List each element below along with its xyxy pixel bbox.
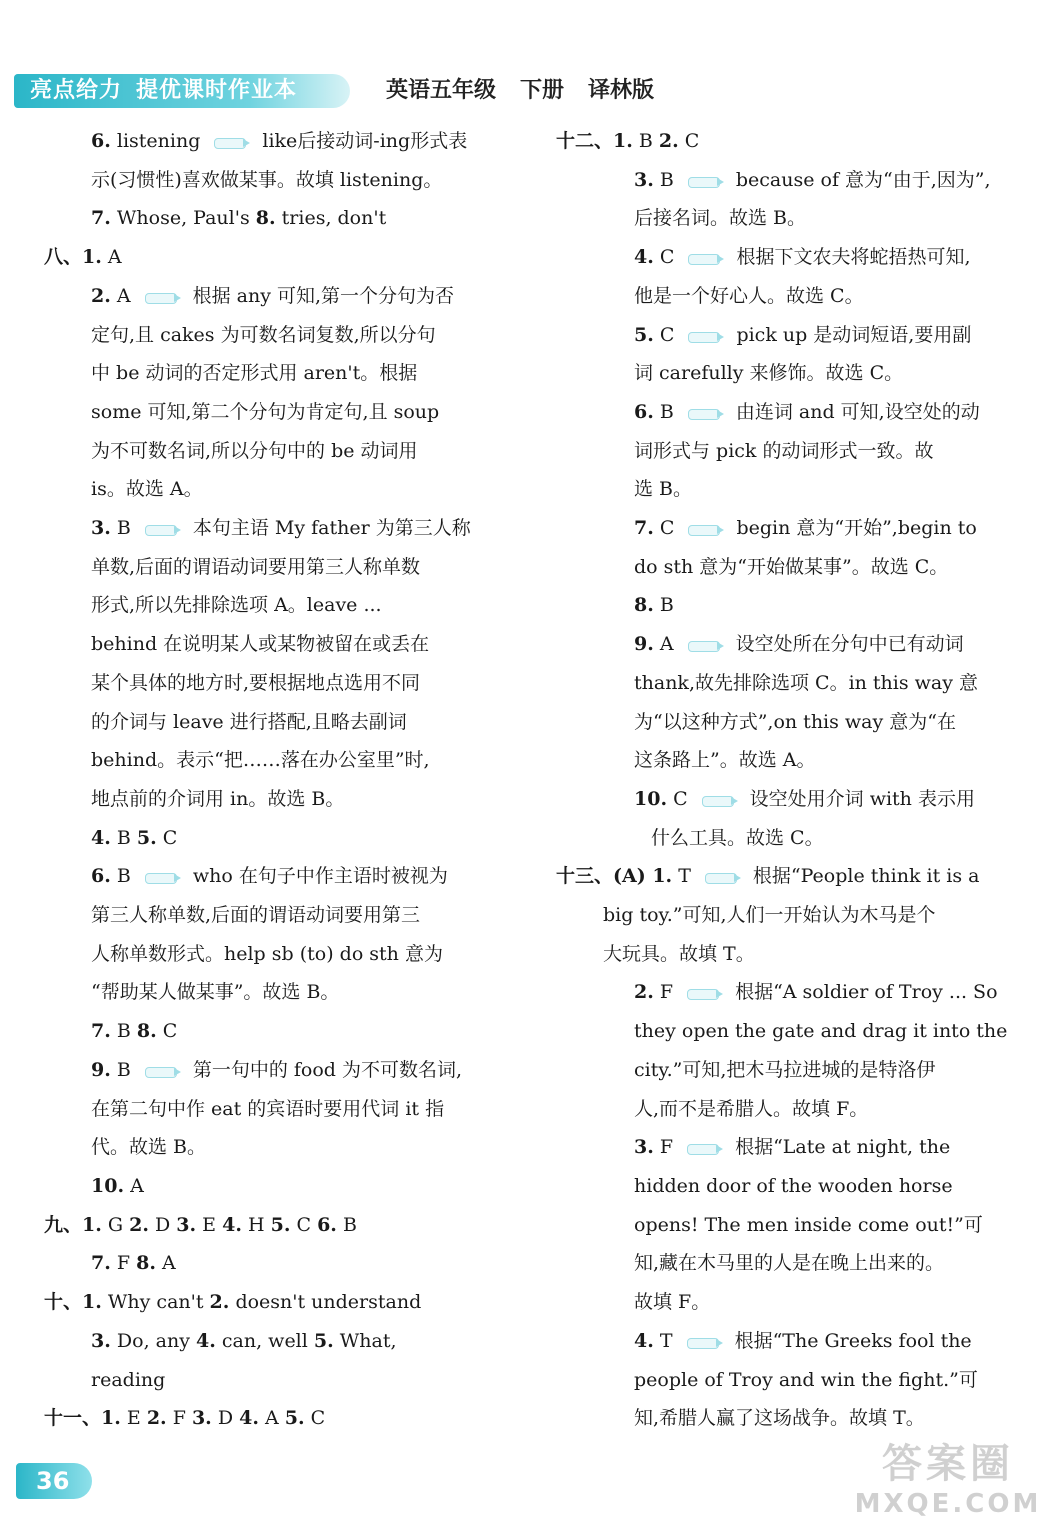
question-number: 4.	[222, 1213, 242, 1236]
answer-text: G	[107, 1213, 130, 1236]
explanation-text: hidden door of the wooden horse	[634, 1174, 953, 1197]
answer-text: B	[638, 130, 653, 152]
answer-text: pick up 是动词短语,要用副	[736, 323, 972, 346]
answer-line	[44, 664, 530, 703]
page-header	[0, 70, 1056, 116]
answer-line	[556, 1244, 1030, 1283]
answer-text: C	[673, 787, 688, 810]
explanation-text: some 可知,第二个分句为肯定句,且 soup	[91, 400, 440, 423]
answer-text: begin 意为“开始”,begin to	[736, 517, 977, 540]
answer-line	[556, 354, 1030, 393]
answer-text: 设空处所在分句中已有动词	[735, 633, 964, 656]
hint-arrow-icon	[214, 134, 252, 150]
answer-text: B	[116, 826, 131, 849]
answer-text: 根据“The Greeks fool the	[734, 1329, 972, 1352]
answer-text: F	[172, 1407, 192, 1430]
explanation-text: opens! The men inside come out!”可	[634, 1213, 983, 1236]
answer-text: 根据“People think it is a	[752, 865, 980, 888]
question-number: 2.	[658, 130, 679, 152]
answer-line	[44, 1206, 530, 1245]
answer-text: C	[659, 323, 675, 346]
answer-line	[556, 1167, 1030, 1206]
answer-text: 根据 any 可知,第一个分句为否	[192, 284, 455, 307]
explanation-text: do sth 意为“开始做某事”。故选 C。	[634, 555, 949, 578]
answer-text: E	[202, 1213, 223, 1236]
explanation-text: 后接名词。故选 B。	[634, 207, 807, 230]
answer-line	[556, 703, 1030, 742]
answer-line	[556, 548, 1030, 587]
answer-line	[44, 586, 530, 625]
answer-line	[44, 161, 530, 200]
book-title	[386, 74, 678, 108]
hint-arrow-icon	[702, 792, 740, 808]
answer-line	[556, 586, 1030, 625]
explanation-text: 在第二句中作 eat 的宾语时要用代词 it 指	[91, 1097, 445, 1120]
answer-text: tries, don't	[281, 207, 387, 230]
answer-line	[556, 741, 1030, 780]
explanation-text: 的介词与 leave 进行搭配,且略去副词	[91, 710, 407, 733]
explanation-text: 代。故选 B。	[91, 1136, 207, 1159]
answer-text: B	[116, 1020, 131, 1043]
explanation-text: people of Troy and win the fight.”可	[634, 1368, 978, 1391]
answer-line	[556, 1361, 1030, 1400]
answer-text: like后接动词-ing形式表	[262, 130, 468, 152]
hint-arrow-icon	[688, 521, 726, 537]
explanation-text: 某个具体的地方时,要根据地点选用不同	[91, 671, 421, 694]
answer-text: can, well	[221, 1329, 308, 1352]
question-number: 8.	[136, 1020, 157, 1043]
book-subject: 英语五年级	[386, 78, 497, 103]
answer-line	[44, 1090, 530, 1129]
question-number: 十二、1.	[556, 130, 633, 152]
question-number: 5.	[313, 1329, 334, 1352]
question-number: 6.	[634, 400, 654, 423]
banner-series-name: 亮点给力	[30, 78, 123, 103]
answer-line	[44, 1399, 530, 1438]
banner-book-name: 提优课时作业本	[136, 78, 298, 103]
hint-arrow-icon	[705, 869, 743, 885]
answer-line	[44, 896, 530, 935]
question-number: 6.	[317, 1213, 337, 1236]
hint-arrow-icon	[145, 521, 183, 537]
question-number: 6.	[91, 130, 111, 152]
answer-line	[44, 935, 530, 974]
answer-column-right	[556, 122, 1030, 1438]
answer-text: 由连词 and 可知,设空处的动	[735, 400, 980, 423]
question-number: 4.	[634, 246, 654, 269]
answer-line	[556, 973, 1030, 1012]
hint-arrow-icon	[145, 869, 183, 885]
answer-text: doesn't understand	[235, 1291, 422, 1314]
answer-text: B	[342, 1213, 357, 1236]
answer-line	[44, 741, 530, 780]
explanation-text: city.”可知,把木马拉进城的是特洛伊	[634, 1058, 936, 1081]
explanation-text: 人,而不是希腊人。故填 F。	[634, 1097, 869, 1120]
answer-text: 根据“Late at night, the	[735, 1136, 951, 1159]
answer-text: C	[684, 130, 700, 152]
answer-line	[44, 1051, 530, 1090]
explanation-text: 为“以这种方式”,on this way 意为“在	[634, 710, 956, 733]
question-number: 6.	[91, 865, 111, 888]
answer-text: F	[116, 1252, 131, 1275]
answer-line	[556, 1206, 1030, 1245]
answer-line	[556, 432, 1030, 471]
answer-text: C	[162, 826, 178, 849]
answer-text: who 在句子中作主语时被视为	[192, 865, 448, 888]
question-number: 3.	[191, 1407, 212, 1430]
explanation-text: 知,希腊人赢了这场战争。故填 T。	[634, 1407, 925, 1430]
series-banner	[14, 74, 350, 108]
answer-line	[556, 122, 1030, 161]
answer-line	[44, 1244, 530, 1283]
question-number: 3.	[91, 517, 111, 540]
answer-line	[556, 1399, 1030, 1438]
explanation-text: 这条路上”。故选 A。	[634, 749, 816, 772]
explanation-text: behind 在说明某人或某物被留在或丢在	[91, 633, 430, 656]
answer-line	[556, 935, 1030, 974]
explanation-text: 中 be 动词的否定形式用 aren't。根据	[91, 362, 418, 385]
answer-text: listening	[116, 130, 201, 152]
explanation-text: 他是一个好心人。故选 C。	[634, 284, 864, 307]
answer-text: Do, any	[116, 1329, 190, 1352]
answer-line	[556, 470, 1030, 509]
explanation-text: 地点前的介词用 in。故选 B。	[91, 787, 345, 810]
explanation-text: big toy.”可知,人们一开始认为木马是个	[603, 904, 936, 927]
answer-line	[44, 1128, 530, 1167]
answer-line	[556, 780, 1030, 819]
answer-line	[556, 1283, 1030, 1322]
question-number: 5.	[136, 826, 157, 849]
question-number: 5.	[284, 1407, 305, 1430]
answer-text: T	[659, 1329, 673, 1352]
explanation-text: 为不可数名词,所以分句中的 be 动词用	[91, 439, 418, 462]
question-number: 8.	[136, 1252, 156, 1275]
answer-text: D	[155, 1213, 177, 1236]
hint-arrow-icon	[687, 1334, 725, 1350]
question-number: 7.	[91, 207, 111, 230]
question-number: 10.	[634, 787, 668, 810]
question-number: 2.	[146, 1407, 167, 1430]
answer-text: A	[162, 1252, 176, 1275]
answer-text: Why can't	[107, 1291, 204, 1314]
answer-line	[44, 1283, 530, 1322]
answer-line	[556, 393, 1030, 432]
answer-line	[556, 625, 1030, 664]
question-number: 3.	[91, 1329, 111, 1352]
answer-line	[556, 896, 1030, 935]
answer-line	[44, 703, 530, 742]
answer-line	[44, 1361, 530, 1400]
question-number: 2.	[209, 1291, 230, 1314]
answer-line	[556, 199, 1030, 238]
answer-line	[44, 548, 530, 587]
question-number: 5.	[634, 323, 654, 346]
question-number: 十一、1.	[44, 1407, 121, 1430]
answer-text: 根据“A soldier of Troy ... So	[735, 981, 998, 1004]
question-number: 4.	[239, 1407, 259, 1430]
book-edition: 译林版	[588, 78, 655, 103]
answer-line	[44, 973, 530, 1012]
answer-line	[44, 509, 530, 548]
explanation-text: thank,故先排除选项 C。in this way 意	[634, 671, 979, 694]
answer-line	[44, 470, 530, 509]
explanation-text: 词形式与 pick 的动词形式一致。故	[634, 439, 934, 462]
question-number: 7.	[634, 517, 654, 540]
hint-arrow-icon	[688, 405, 726, 421]
answer-text: B	[116, 517, 131, 540]
answer-line	[556, 664, 1030, 703]
question-number: 3.	[634, 168, 654, 191]
answer-line	[44, 1322, 530, 1361]
page-number: 36	[16, 1463, 92, 1499]
answer-line	[556, 1322, 1030, 1361]
question-number: 八、1.	[44, 246, 102, 269]
answer-text: 第一句中的 food 为不可数名词,	[192, 1058, 463, 1081]
answer-line	[556, 509, 1030, 548]
answer-text: B	[659, 168, 674, 191]
answer-text: C	[162, 1020, 178, 1043]
explanation-text: 故填 F。	[634, 1291, 711, 1314]
explanation-text: is。故选 A。	[91, 478, 203, 501]
answer-line	[44, 199, 530, 238]
question-number: 4.	[196, 1329, 216, 1352]
answer-text: A	[130, 1174, 144, 1197]
answer-line	[556, 161, 1030, 200]
answer-text: because of 意为“由于,因为”,	[735, 168, 991, 191]
explanation-text: 示(习惯性)喜欢做某事。故填 listening。	[91, 168, 443, 191]
watermark-logo	[850, 1440, 1046, 1528]
answer-text: C	[310, 1407, 326, 1430]
answer-text: 本句主语 My father 为第三人称	[192, 517, 471, 540]
question-number: 9.	[91, 1058, 111, 1081]
answer-line	[44, 1167, 530, 1206]
explanation-text: 第三人称单数,后面的谓语动词要用第三	[91, 904, 421, 927]
explanation-text: reading	[91, 1368, 166, 1391]
question-number: 8.	[255, 207, 276, 230]
explanation-text: they open the gate and drag it into the	[634, 1020, 1008, 1043]
book-volume: 下册	[520, 78, 565, 103]
question-number: 3.	[176, 1213, 197, 1236]
answer-line	[556, 857, 1030, 896]
question-number: 5.	[270, 1213, 291, 1236]
hint-arrow-icon	[688, 328, 726, 344]
question-number: 4.	[634, 1329, 654, 1352]
question-number: 3.	[634, 1136, 654, 1159]
question-number: 8.	[634, 594, 654, 617]
answer-line	[556, 1090, 1030, 1129]
explanation-text: 定句,且 cakes 为可数名词复数,所以分句	[91, 323, 436, 346]
answer-text: C	[659, 517, 675, 540]
answer-line	[44, 780, 530, 819]
answer-line	[44, 625, 530, 664]
answer-line	[556, 1128, 1030, 1167]
answer-text: F	[659, 1136, 674, 1159]
explanation-text: “帮助某人做某事”。故选 B。	[91, 981, 340, 1004]
watermark-line1: 答案圈	[882, 1441, 1014, 1487]
question-number: 9.	[634, 633, 654, 656]
answer-line	[556, 1051, 1030, 1090]
question-number: 十三、(A) 1.	[556, 865, 673, 888]
answer-text: C	[659, 246, 675, 269]
answer-line	[44, 238, 530, 277]
answer-text: A	[116, 284, 131, 307]
explanation-text: 选 B。	[634, 478, 693, 501]
answer-text: E	[126, 1407, 147, 1430]
watermark-line2: MXQE.COM	[854, 1489, 1042, 1519]
question-number: 4.	[91, 826, 111, 849]
question-number: 十、1.	[44, 1291, 102, 1314]
answer-text: B	[659, 400, 674, 423]
explanation-text: 大玩具。故填 T。	[603, 942, 755, 965]
answer-text: B	[116, 1058, 131, 1081]
answer-text: A	[107, 246, 122, 269]
explanation-text: 词 carefully 来修饰。故选 C。	[634, 362, 904, 385]
answer-text: A	[265, 1407, 285, 1430]
explanation-text: 知,藏在木马里的人是在晚上出来的。	[634, 1252, 945, 1275]
hint-arrow-icon	[145, 1063, 183, 1079]
answer-line	[44, 122, 530, 161]
answer-line	[44, 857, 530, 896]
answer-text: 设空处用介词 with 表示用	[749, 787, 975, 810]
answer-text: H	[247, 1213, 271, 1236]
answer-text: What,	[339, 1329, 397, 1352]
explanation-text: 形式,所以先排除选项 A。leave ...	[91, 594, 382, 617]
answer-line	[44, 277, 530, 316]
answer-line	[556, 316, 1030, 355]
answer-text: Whose, Paul's	[116, 207, 250, 230]
question-number: 九、1.	[44, 1213, 102, 1236]
answer-text: 根据下文农夫将蛇捂热可知,	[736, 246, 971, 269]
answer-line	[44, 819, 530, 858]
answer-column-left	[44, 122, 530, 1438]
explanation-text: 单数,后面的谓语动词要用第三人称单数	[91, 555, 421, 578]
hint-arrow-icon	[687, 1140, 725, 1156]
answer-text: B	[116, 865, 131, 888]
answer-line	[44, 1012, 530, 1051]
hint-arrow-icon	[145, 289, 183, 305]
explanation-text: 什么工具。故选 C。	[651, 826, 824, 849]
answer-text: T	[678, 865, 691, 888]
hint-arrow-icon	[688, 637, 726, 653]
answer-text: D	[217, 1407, 240, 1430]
answer-line	[556, 277, 1030, 316]
answer-text: B	[659, 594, 674, 617]
answer-text: F	[659, 981, 674, 1004]
answer-line	[556, 238, 1030, 277]
question-number: 2.	[634, 981, 654, 1004]
answer-text: C	[296, 1213, 318, 1236]
question-number: 10.	[91, 1174, 125, 1197]
answer-line	[44, 432, 530, 471]
answer-line	[556, 1012, 1030, 1051]
question-number: 2.	[91, 284, 111, 307]
answer-line	[44, 316, 530, 355]
answer-line	[44, 393, 530, 432]
explanation-text: 人称单数形式。help sb (to) do sth 意为	[91, 942, 443, 965]
hint-arrow-icon	[688, 173, 726, 189]
question-number: 2.	[129, 1213, 149, 1236]
hint-arrow-icon	[687, 985, 725, 1001]
hint-arrow-icon	[688, 250, 726, 266]
answer-text: A	[659, 633, 674, 656]
question-number: 7.	[91, 1020, 111, 1043]
answer-line	[44, 354, 530, 393]
explanation-text: behind。表示“把……落在办公室里”时,	[91, 749, 430, 772]
question-number: 7.	[91, 1252, 111, 1275]
answer-line	[556, 819, 1030, 858]
